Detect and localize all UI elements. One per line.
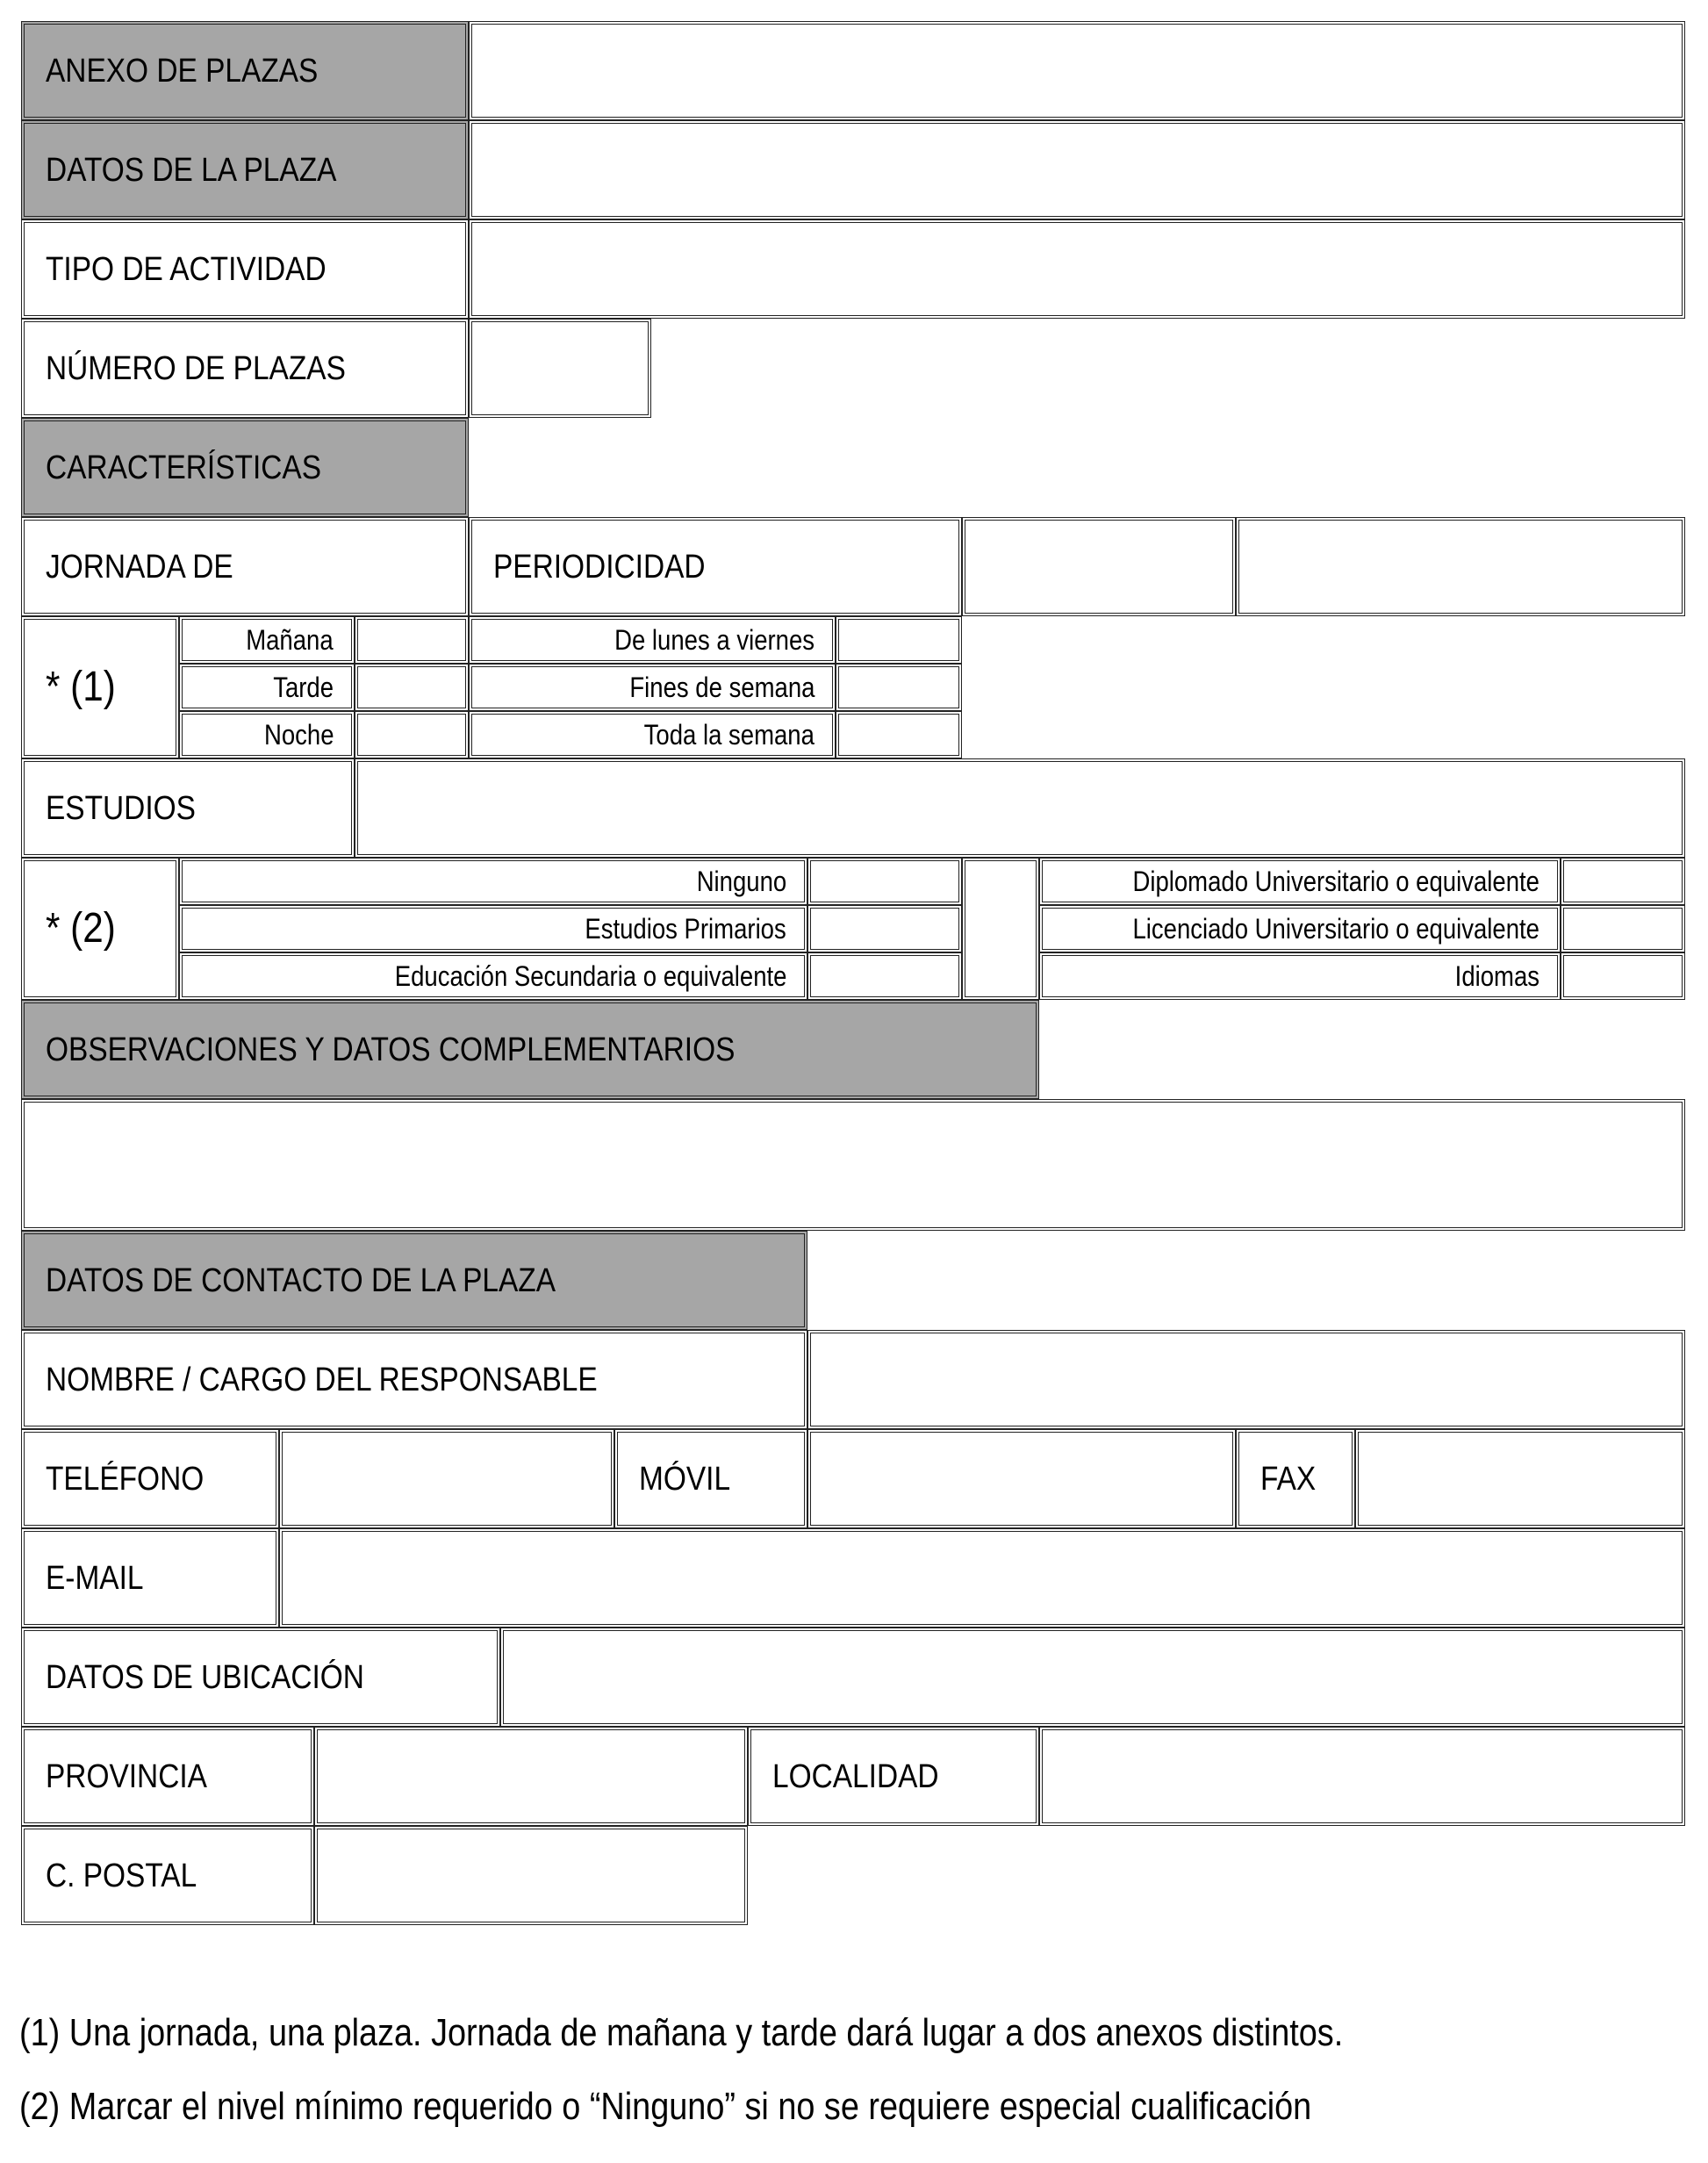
tipo-de-actividad-field[interactable]: [469, 219, 1685, 319]
note-ref-2-cell: [21, 858, 179, 1000]
email-field[interactable]: [279, 1528, 1685, 1628]
fax-label-cell: [1236, 1429, 1355, 1528]
datos-de-la-plaza-field[interactable]: [469, 120, 1685, 219]
datos-ubicacion-label: DATOS DE UBICACIÓN: [46, 1658, 364, 1696]
nombre-cargo-label: NOMBRE / CARGO DEL RESPONSABLE: [46, 1361, 598, 1398]
educacion-secundaria-checkbox[interactable]: [807, 952, 962, 1000]
fines-semana-checkbox[interactable]: [836, 664, 962, 711]
toda-semana-label-cell: [469, 711, 836, 758]
datos-ubicacion-field[interactable]: [500, 1628, 1685, 1727]
movil-label: MÓVIL: [639, 1460, 731, 1498]
datos-de-la-plaza-label: DATOS DE LA PLAZA: [46, 151, 337, 189]
localidad-field[interactable]: [1039, 1727, 1685, 1826]
fines-semana-label: Fines de semana: [628, 672, 815, 703]
observaciones-label-cell: [21, 1000, 1039, 1099]
periodicidad-extra-field-2[interactable]: [1236, 517, 1685, 616]
c-postal-label: C. POSTAL: [46, 1857, 197, 1894]
anexo-de-plazas-field[interactable]: [469, 21, 1685, 120]
numero-de-plazas-label: NÚMERO DE PLAZAS: [46, 349, 346, 387]
estudios-primarios-label-cell: [179, 905, 807, 952]
caracteristicas-label-cell: [21, 418, 469, 517]
provincia-label-cell: [21, 1727, 314, 1826]
nombre-cargo-label-cell: [21, 1330, 807, 1429]
movil-field[interactable]: [807, 1429, 1236, 1528]
provincia-field[interactable]: [314, 1727, 748, 1826]
telefono-field[interactable]: [279, 1429, 614, 1528]
noche-label-cell: [179, 711, 355, 758]
licenciado-label-cell: [1039, 905, 1561, 952]
toda-semana-checkbox[interactable]: [836, 711, 962, 758]
educacion-secundaria-label: Educación Secundaria o equivalente: [394, 960, 786, 992]
tipo-de-actividad-label-cell: [21, 219, 469, 319]
noche-checkbox[interactable]: [355, 711, 469, 758]
note-ref-1: * (1): [46, 664, 116, 710]
diplomado-checkbox[interactable]: [1561, 858, 1685, 905]
estudios-field[interactable]: [355, 758, 1685, 858]
jornada-de-label-cell: [21, 517, 469, 616]
nombre-cargo-field[interactable]: [807, 1330, 1685, 1429]
fines-semana-label-cell: [469, 664, 836, 711]
idiomas-label: Idiomas: [1454, 960, 1539, 992]
idiomas-label-cell: [1039, 952, 1561, 1000]
footnote-1: (1) Una jornada, una plaza. Jornada de mañana y tarde dará lugar a dos anexos distintos.: [19, 2011, 1344, 2054]
manana-label: Mañana: [246, 624, 334, 656]
periodicidad-label-cell: [469, 517, 962, 616]
educacion-secundaria-label-cell: [179, 952, 807, 1000]
telefono-label: TELÉFONO: [46, 1460, 205, 1498]
anexo-de-plazas-label: ANEXO DE PLAZAS: [46, 52, 319, 90]
movil-label-cell: [614, 1429, 807, 1528]
provincia-label: PROVINCIA: [46, 1757, 207, 1795]
manana-checkbox[interactable]: [355, 616, 469, 664]
note-ref-2: * (2): [46, 905, 116, 952]
note-ref-1-cell: [21, 616, 179, 758]
lunes-viernes-checkbox[interactable]: [836, 616, 962, 664]
email-label-cell: [21, 1528, 279, 1628]
tipo-de-actividad-label: TIPO DE ACTIVIDAD: [46, 250, 327, 288]
noche-label: Noche: [263, 719, 334, 751]
localidad-label: LOCALIDAD: [772, 1757, 939, 1795]
observaciones-label: OBSERVACIONES Y DATOS COMPLEMENTARIOS: [46, 1031, 736, 1068]
ninguno-label: Ninguno: [696, 866, 786, 897]
manana-label-cell: [179, 616, 355, 664]
fax-field[interactable]: [1355, 1429, 1685, 1528]
toda-semana-label: Toda la semana: [643, 719, 815, 751]
tarde-checkbox[interactable]: [355, 664, 469, 711]
estudios-label-cell: [21, 758, 355, 858]
anexo-de-plazas-label-cell: [21, 21, 469, 120]
numero-de-plazas-label-cell: [21, 319, 469, 418]
lunes-viernes-label-cell: [469, 616, 836, 664]
datos-contacto-label-cell: [21, 1231, 807, 1330]
tarde-label: Tarde: [273, 672, 334, 703]
ninguno-label-cell: [179, 858, 807, 905]
estudios-label: ESTUDIOS: [46, 789, 196, 827]
estudios-primarios-checkbox[interactable]: [807, 905, 962, 952]
email-label: E-MAIL: [46, 1559, 144, 1597]
licenciado-label: Licenciado Universitario o equivalente: [1132, 913, 1539, 945]
observaciones-field[interactable]: [21, 1099, 1685, 1231]
numero-de-plazas-field[interactable]: [469, 319, 651, 418]
periodicidad-extra-field-1[interactable]: [962, 517, 1236, 616]
diplomado-label-cell: [1039, 858, 1561, 905]
diplomado-label: Diplomado Universitario o equivalente: [1132, 866, 1539, 897]
localidad-label-cell: [748, 1727, 1039, 1826]
estudios-primarios-label: Estudios Primarios: [585, 913, 786, 945]
caracteristicas-label: CARACTERÍSTICAS: [46, 449, 322, 486]
c-postal-field[interactable]: [314, 1826, 748, 1925]
datos-ubicacion-label-cell: [21, 1628, 500, 1727]
footnote-2: (2) Marcar el nivel mínimo requerido o “Ninguno” si no se requiere especial cualificación: [19, 2085, 1312, 2128]
periodicidad-label: PERIODICIDAD: [493, 548, 706, 586]
lunes-viernes-label: De lunes a viernes: [614, 624, 815, 656]
datos-de-la-plaza-label-cell: [21, 120, 469, 219]
telefono-label-cell: [21, 1429, 279, 1528]
fax-label: FAX: [1260, 1460, 1317, 1498]
estudios-separator-cell: [962, 858, 1039, 1000]
licenciado-checkbox[interactable]: [1561, 905, 1685, 952]
ninguno-checkbox[interactable]: [807, 858, 962, 905]
jornada-de-label: JORNADA DE: [46, 548, 233, 586]
tarde-label-cell: [179, 664, 355, 711]
datos-contacto-label: DATOS DE CONTACTO DE LA PLAZA: [46, 1261, 556, 1299]
c-postal-label-cell: [21, 1826, 314, 1925]
idiomas-checkbox[interactable]: [1561, 952, 1685, 1000]
